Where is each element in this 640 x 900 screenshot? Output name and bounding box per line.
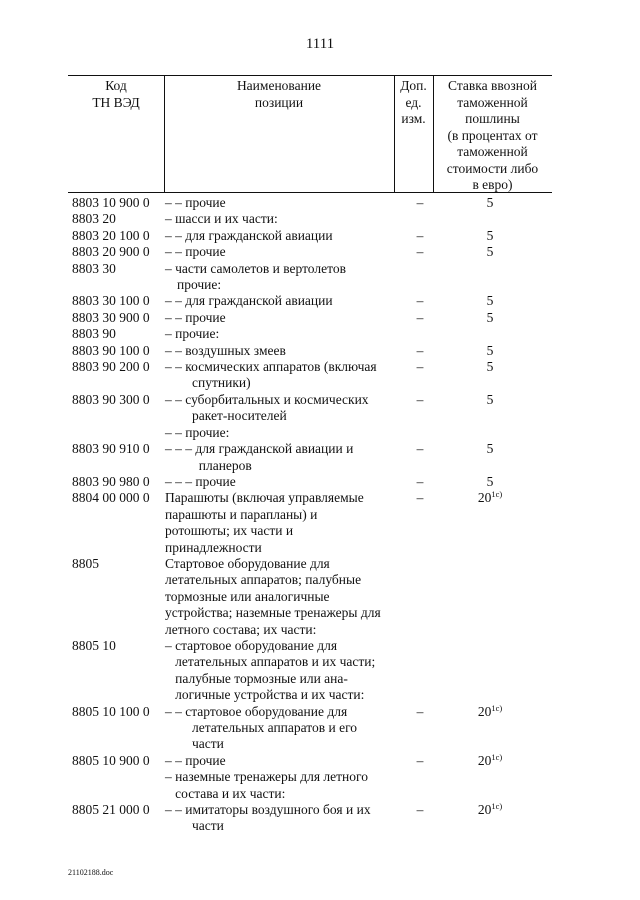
rate-value: 5 <box>486 391 494 407</box>
table-row <box>68 244 558 260</box>
table-row <box>68 474 558 490</box>
description-line: – – стартовое оборудование для <box>165 703 348 719</box>
description-line: тормозные или аналогичные <box>165 588 330 604</box>
row-description <box>165 753 395 769</box>
description-line: – – имитаторы воздушного боя и их <box>165 802 371 818</box>
rate-value: 5 <box>486 359 494 375</box>
description-line: – наземные тренажеры для летного <box>165 769 368 785</box>
row-rate <box>438 802 542 818</box>
rate-value: 20 <box>477 752 492 768</box>
description-line: летательных аппаратов и его <box>165 720 358 735</box>
table-row <box>68 359 558 392</box>
table-row <box>68 425 558 441</box>
row-unit: – <box>416 244 424 260</box>
row-description <box>165 195 395 211</box>
rate-footnote: 1с) <box>491 489 503 500</box>
row-unit: – <box>416 195 424 210</box>
table-row <box>68 261 558 277</box>
row-description <box>165 556 395 638</box>
description-line: – – суборбитальных и космических <box>165 391 369 407</box>
table-row <box>68 753 558 769</box>
row-unit: – <box>416 391 424 407</box>
description-line: спутники) <box>165 375 251 391</box>
table-row <box>68 769 558 802</box>
row-code: 8805 <box>72 555 99 571</box>
row-unit: – <box>416 342 424 358</box>
rate-value: 5 <box>486 293 494 309</box>
description-line: – – – прочие <box>165 473 236 489</box>
table-row <box>68 638 558 704</box>
row-rate <box>438 343 542 359</box>
row-description <box>165 474 395 490</box>
table-top-rule <box>68 75 552 76</box>
page-number: 1111 <box>305 36 335 52</box>
description-line: устройства; наземные тренажеры для <box>165 605 381 621</box>
row-unit: – <box>416 703 424 719</box>
row-description <box>165 244 395 260</box>
rate-value: 20 <box>477 490 492 506</box>
description-line: Стартовое оборудование для <box>165 555 330 571</box>
row-description <box>165 277 395 293</box>
row-unit: – <box>416 293 424 309</box>
description-line: летательных аппаратов; палубные <box>165 572 362 588</box>
table-row <box>68 802 558 835</box>
rate-value: 20 <box>477 703 492 719</box>
row-unit: – <box>416 441 424 457</box>
row-rate <box>438 293 542 309</box>
row-description <box>165 211 395 227</box>
table-row <box>68 195 558 211</box>
row-description <box>165 228 395 244</box>
description-line: логичные устройства и их части: <box>165 687 365 703</box>
table-row <box>68 326 558 342</box>
row-code: 8803 90 200 0 <box>72 359 150 375</box>
description-line: – – прочие: <box>165 424 230 440</box>
description-line: – – для гражданской авиации <box>165 293 333 309</box>
description-line: ротошюты; их части и <box>165 523 294 539</box>
row-code: 8803 10 900 0 <box>72 195 150 210</box>
description-line: Парашюты (включая управляемые <box>165 490 364 506</box>
description-line: – – прочие <box>165 244 226 260</box>
row-code: 8803 90 100 0 <box>72 342 150 358</box>
rate-value: 5 <box>486 473 494 489</box>
row-rate <box>438 753 542 769</box>
row-code: 8803 90 910 0 <box>72 441 150 457</box>
row-description <box>165 326 395 342</box>
row-unit: – <box>416 227 424 243</box>
table-row <box>68 310 558 326</box>
table-row <box>68 211 558 227</box>
row-description <box>165 392 395 425</box>
row-description <box>165 293 395 309</box>
table-row <box>68 704 558 753</box>
row-rate <box>438 704 542 720</box>
row-description <box>165 343 395 359</box>
row-code: 8805 21 000 0 <box>72 802 150 818</box>
row-rate <box>438 195 542 211</box>
row-unit: – <box>416 752 424 768</box>
tariff-table-body <box>68 195 558 835</box>
row-code: 8805 10 900 0 <box>72 752 150 768</box>
row-code: 8803 30 100 0 <box>72 293 150 309</box>
row-code: 8805 10 100 0 <box>72 703 150 719</box>
rate-value: 5 <box>486 309 494 325</box>
row-code: 8803 30 <box>72 260 116 276</box>
rate-value: 5 <box>486 342 494 358</box>
document-filename: 21102188.doc <box>68 868 114 877</box>
description-line: летательных аппаратов и их части; <box>165 654 376 670</box>
table-row <box>68 441 558 474</box>
table-row <box>68 293 558 309</box>
description-line: – прочие: <box>165 326 220 342</box>
row-code: 8803 20 100 0 <box>72 227 150 243</box>
rate-footnote: 1с) <box>491 751 503 762</box>
description-line: – шасси и их части: <box>165 211 278 227</box>
description-line: части <box>165 818 224 834</box>
table-row <box>68 392 558 425</box>
table-row <box>68 343 558 359</box>
description-line: ракет-носителей <box>165 408 287 424</box>
description-line: части <box>165 736 224 752</box>
rate-value: 5 <box>486 227 494 243</box>
description-line: – части самолетов и вертолетов <box>165 260 346 276</box>
row-description <box>165 359 395 392</box>
header-rate: Ставка ввозной таможенной пошлины (в процентах от таможенной стоимости либо в евро) <box>446 78 539 192</box>
row-description <box>165 261 395 277</box>
row-description <box>165 490 395 556</box>
header-code: Код ТН ВЭД <box>92 78 140 110</box>
row-rate <box>438 244 542 260</box>
row-code: 8803 20 <box>72 211 116 227</box>
row-code: 8805 10 <box>72 637 116 653</box>
row-description <box>165 802 395 835</box>
description-line: – – прочие <box>165 752 226 768</box>
row-description <box>165 310 395 326</box>
row-rate <box>438 490 542 506</box>
description-line: – – воздушных змеев <box>165 342 286 358</box>
table-row <box>68 490 558 556</box>
row-rate <box>438 310 542 326</box>
description-line: – стартовое оборудование для <box>165 637 338 653</box>
row-rate <box>438 392 542 408</box>
description-line: – – прочие <box>165 195 226 210</box>
description-line: летного состава; их части: <box>165 621 317 637</box>
row-description <box>165 441 395 474</box>
description-line: – – – для гражданской авиации и <box>165 441 354 457</box>
description-line: – – космических аппаратов (включая <box>165 359 377 375</box>
row-code: 8804 00 000 0 <box>72 490 150 506</box>
row-unit: – <box>416 309 424 325</box>
row-description <box>165 425 395 441</box>
row-unit: – <box>416 473 424 489</box>
description-line: принадлежности <box>165 539 262 555</box>
rate-value: 5 <box>486 195 494 210</box>
description-line: планеров <box>165 457 252 473</box>
table-row <box>68 228 558 244</box>
rate-value: 5 <box>486 441 494 457</box>
rate-value: 5 <box>486 244 494 260</box>
description-line: состава и их части: <box>165 785 286 801</box>
row-description <box>165 704 395 753</box>
rate-footnote: 1с) <box>491 702 503 713</box>
description-line: прочие: <box>177 277 222 293</box>
description-line: – – прочие <box>165 309 226 325</box>
row-rate <box>438 441 542 457</box>
rate-value: 20 <box>477 802 492 818</box>
row-unit: – <box>416 490 424 506</box>
row-rate <box>438 228 542 244</box>
description-line: – – для гражданской авиации <box>165 227 333 243</box>
table-row <box>68 556 558 638</box>
row-code: 8803 90 300 0 <box>72 391 150 407</box>
header-name: Наименование позиции <box>236 78 322 110</box>
row-unit: – <box>416 359 424 375</box>
row-code: 8803 30 900 0 <box>72 309 150 325</box>
row-code: 8803 20 900 0 <box>72 244 150 260</box>
row-rate <box>438 359 542 375</box>
description-line: парашюты и парапланы) и <box>165 506 318 522</box>
rate-footnote: 1с) <box>491 801 503 812</box>
table-row <box>68 277 558 293</box>
row-description <box>165 638 395 704</box>
description-line: палубные тормозные или ана- <box>165 670 348 686</box>
row-code: 8803 90 <box>72 326 116 342</box>
row-description <box>165 769 395 802</box>
row-rate <box>438 474 542 490</box>
row-code: 8803 90 980 0 <box>72 473 150 489</box>
row-unit: – <box>416 802 424 818</box>
header-unit: Доп. ед. изм. <box>400 78 427 126</box>
